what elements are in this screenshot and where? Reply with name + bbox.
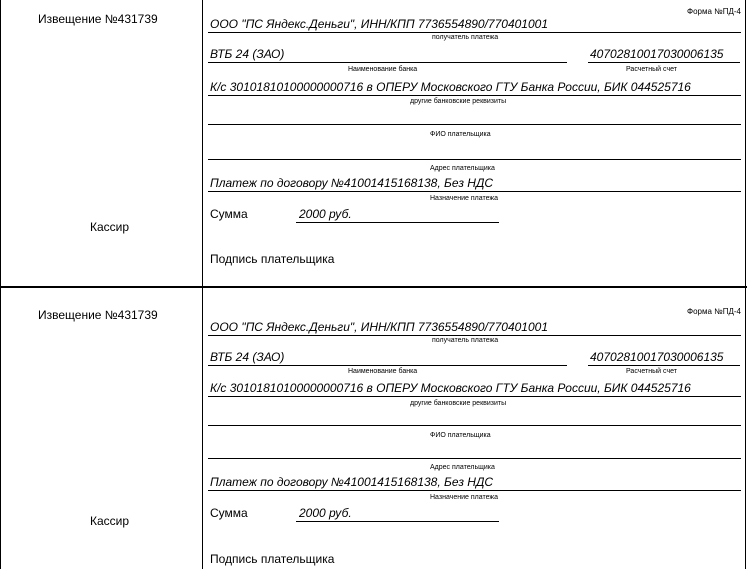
payer-name-caption: ФИО плательщика <box>430 131 491 138</box>
sum-value: 2000 руб. <box>299 207 352 221</box>
account-caption: Расчетный счет <box>626 66 677 73</box>
purpose-value: Платеж по договору №41001415168138, Без НДС <box>210 475 494 489</box>
purpose-line <box>208 191 741 192</box>
notice-title: Извещение №431739 <box>38 12 158 26</box>
vertical-divider-bottom <box>202 288 203 569</box>
account-value: 40702810017030006135 <box>590 47 724 61</box>
payer-name-line <box>208 124 741 125</box>
corr-account-line <box>208 396 741 397</box>
section-divider <box>0 286 747 288</box>
bank-value: ВТБ 24 (ЗАО) <box>210 350 285 364</box>
bank-caption: Наименование банка <box>348 368 418 375</box>
cashier-label: Кассир <box>90 514 130 528</box>
payer-address-caption: Адрес плательщика <box>430 464 495 471</box>
corr-account-value: К/с 30101810100000000716 в ОПЕРУ Московского ГТУ Банка России, БИК 044525716 <box>210 80 691 94</box>
purpose-value: Платеж по договору №41001415168138, Без НДС <box>210 176 494 190</box>
bank-value: ВТБ 24 (ЗАО) <box>210 47 285 61</box>
notice-title: Извещение №431739 <box>38 308 158 322</box>
sum-line <box>296 521 499 522</box>
sum-line <box>296 222 499 223</box>
recipient-value: ООО "ПС Яндекс.Деньги", ИНН/КПП 7736554890/770401001 <box>210 320 548 334</box>
account-line <box>588 62 740 63</box>
sum-value: 2000 руб. <box>299 506 352 520</box>
other-details-caption: другие банковские реквизиты <box>410 98 507 105</box>
recipient-caption: получатель платежа <box>432 34 499 41</box>
sum-label: Сумма <box>210 207 248 221</box>
vertical-divider-top <box>202 0 203 286</box>
payer-address-line <box>208 458 741 459</box>
form-number: Форма №ПД-4 <box>686 7 741 16</box>
cashier-label: Кассир <box>90 220 130 234</box>
payer-signature-label: Подпись плательщика <box>210 552 335 566</box>
recipient-value: ООО "ПС Яндекс.Деньги", ИНН/КПП 7736554890/770401001 <box>210 17 548 31</box>
account-caption: Расчетный счет <box>626 368 677 375</box>
other-details-caption: другие банковские реквизиты <box>410 400 507 407</box>
purpose-line <box>208 490 741 491</box>
recipient-caption: получатель платежа <box>432 337 499 344</box>
bank-line <box>208 365 567 366</box>
corr-account-value: К/с 30101810100000000716 в ОПЕРУ Московского ГТУ Банка России, БИК 044525716 <box>210 381 691 395</box>
purpose-caption: Назначение платежа <box>430 195 498 202</box>
recipient-line <box>208 32 741 33</box>
payer-address-line <box>208 159 741 160</box>
payer-address-caption: Адрес плательщика <box>430 165 495 172</box>
recipient-line <box>208 335 741 336</box>
corr-account-line <box>208 95 741 96</box>
payer-name-caption: ФИО плательщика <box>430 432 491 439</box>
account-value: 40702810017030006135 <box>590 350 724 364</box>
sum-label: Сумма <box>210 506 248 520</box>
bank-caption: Наименование банка <box>348 66 418 73</box>
payer-signature-label: Подпись плательщика <box>210 252 335 266</box>
account-line <box>588 365 740 366</box>
form-number: Форма №ПД-4 <box>686 307 741 316</box>
payer-name-line <box>208 425 741 426</box>
bank-line <box>208 62 567 63</box>
purpose-caption: Назначение платежа <box>430 494 498 501</box>
